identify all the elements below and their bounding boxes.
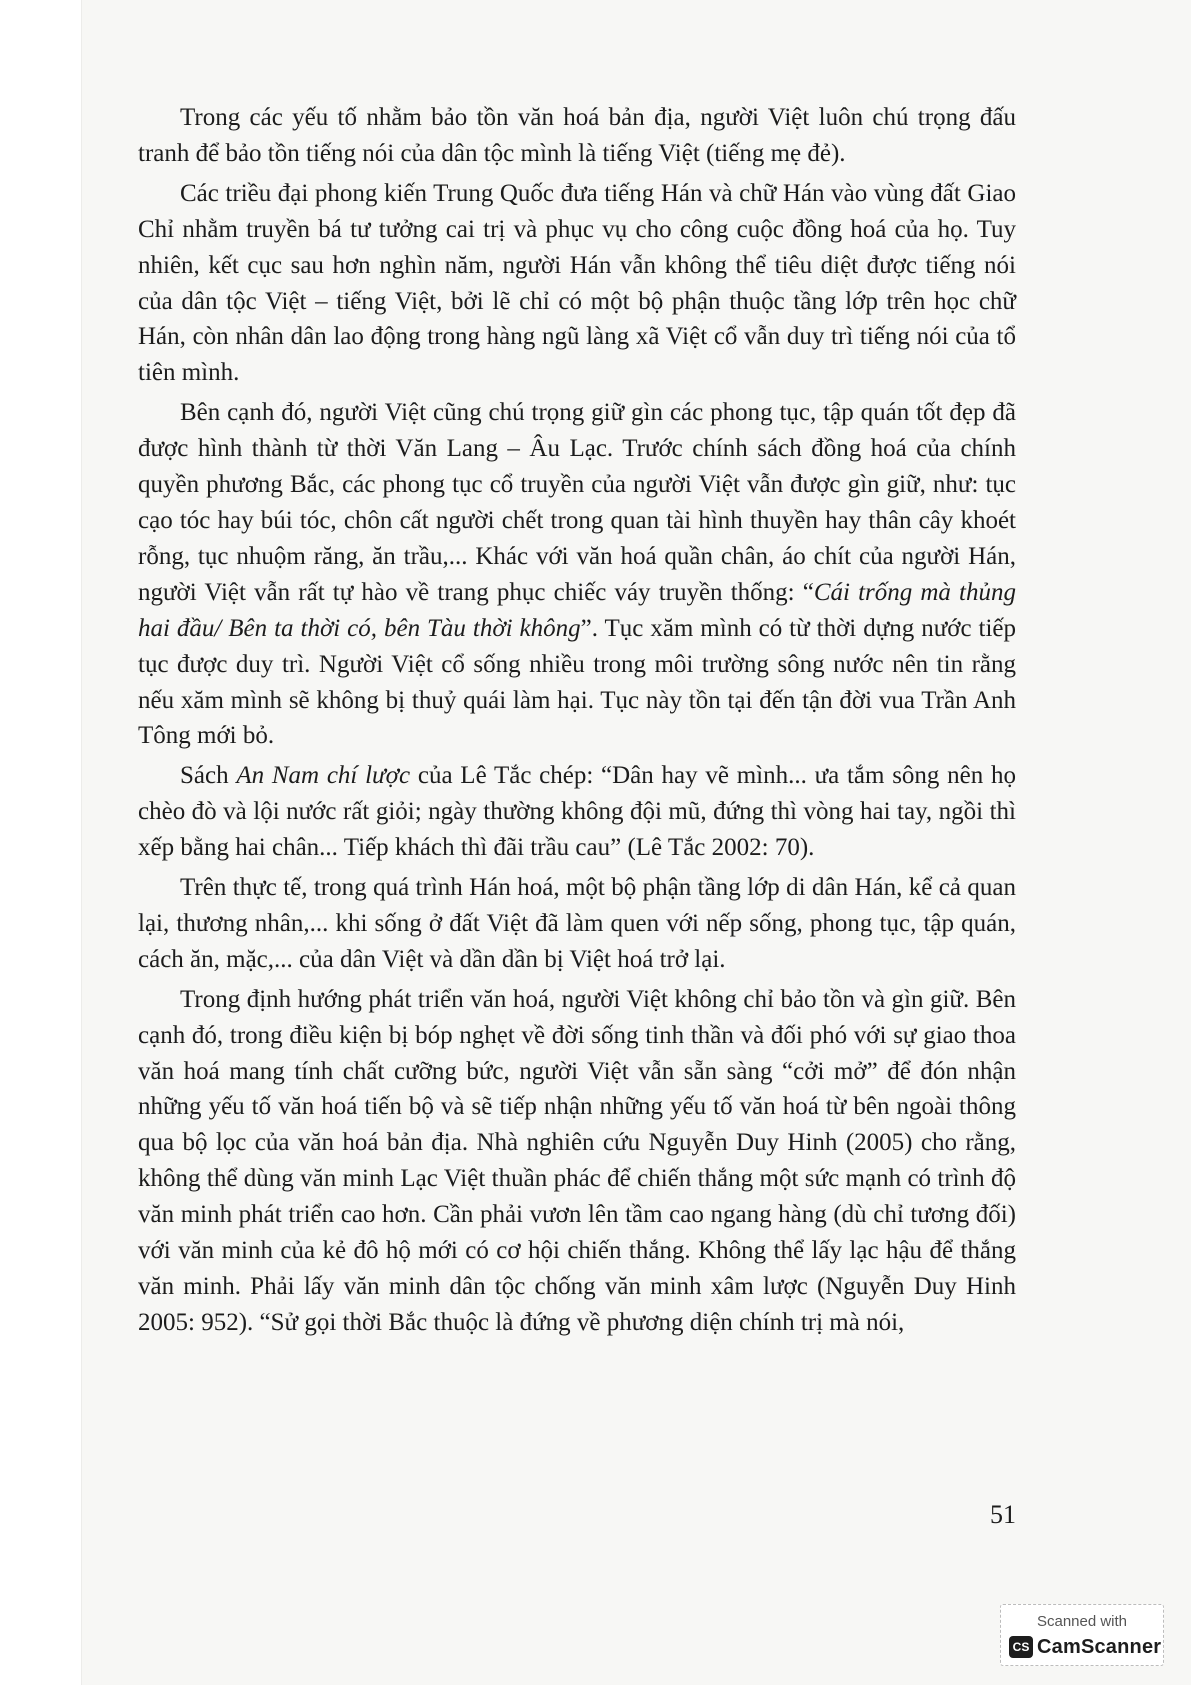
paragraph-6: Trong định hướng phát triển văn hoá, người Việt không chỉ bảo tồn và gìn giữ. Bên cạnh đó, trong điều kiện bị bóp nghẹt về đời sống tinh thần và đối phó với sự giao thoa văn hoá mang tính chất cưỡng bức, người Việt vẫn sẵn sàng “cởi mở” để đón nhận những yếu tố văn hoá tiến bộ và sẽ tiếp nhận những yếu tố văn hoá từ bên ngoài thông qua bộ lọc của văn hoá bản địa. Nhà nghiên cứu Nguyễn Duy Hinh (2005) cho rằng, không thể dùng văn minh Lạc Việt thuần phác để chiến thắng một sức mạnh có trình độ văn minh phát triển cao hơn. Cần phải vươn lên tầm cao ngang hàng (dù chỉ tương đối) với văn minh của kẻ đô hộ mới có cơ hội chiến thắng. Không thể lấy lạc hậu để thắng văn minh. Phải lấy văn minh dân tộc chống văn minh xâm lược (Nguyễn Duy Hinh 2005: 952). “Sử gọi thời Bắc thuộc là đứng về phương diện chính trị mà nói, — [138, 985, 1016, 1336]
paragraph-2: Các triều đại phong kiến Trung Quốc đưa tiếng Hán và chữ Hán vào vùng đất Giao Chỉ nhằm truyền bá tư tưởng cai trị và phục vụ cho công cuộc đồng hoá của họ. Tuy nhiên, kết cục sau hơn nghìn năm, người Hán vẫn không thể tiêu diệt được tiếng nói của dân tộc Việt – tiếng Việt, bởi lẽ chỉ có một bộ phận thuộc tầng lớp trên học chữ Hán, còn nhân dân lao động trong hàng ngũ làng xã Việt cổ vẫn duy trì tiếng nói của tổ tiên mình. — [138, 179, 1016, 387]
paragraph-3-part-1: Bên cạnh đó, người Việt cũng chú trọng giữ gìn các phong tục, tập quán tốt đẹp đã được hình thành từ thời Văn Lang – Âu Lạc. Trước chính sách đồng hoá của chính quyền phương Bắc, các phong tục cổ truyền của người Việt vẫn được gìn giữ, như: tục cạo tóc hay búi tóc, chôn cất người chết trong quan tài hình thuyền hay thân cây khoét rỗng, tục nhuộm răng, ăn trầu,... Khác với văn hoá quần chân, áo chít của người Hán, người Việt vẫn rất tự hào về trang phục chiếc váy truyền thống: “ — [138, 399, 1016, 606]
page-number: 51 — [990, 1500, 1016, 1529]
paragraph-4 — [138, 758, 1016, 866]
paragraph-4-part-2: của Lê Tắc chép: “Dân hay vẽ mình... ưa tắm sông nên họ chèo đò và lội nước rất giỏi; ngày thường không đội mũ, đứng thì vòng hai tay, ngồi thì xếp bằng hai chân... Tiếp khách thì đãi trầu cau” (Lê Tắc 2002: 70). — [138, 762, 1016, 862]
watermark-scanned-with: Scanned with — [1036, 1613, 1128, 1630]
folk-verse-quote: Cái trống mà thủng hai đầu/ Bên ta thời có, bên Tàu thời không — [138, 578, 1017, 642]
paragraph-4-part-1: Sách — [180, 762, 237, 790]
camscanner-logo-icon: CS — [1009, 1636, 1033, 1658]
camscanner-watermark — [1000, 1604, 1164, 1666]
paragraph-3-part-2: ”. Tục xăm mình có từ thời dựng nước tiếp tục được duy trì. Người Việt cổ sống nhiều trong môi trường sông nước nên tin rằng nếu xăm mình sẽ không bị thuỷ quái làm hại. Tục này tồn tại đến tận đời vua Trần Anh Tông mới bỏ. — [138, 614, 1016, 750]
page-margin — [0, 0, 82, 1685]
watermark-brand-row — [1009, 1635, 1161, 1659]
paragraph-3 — [138, 395, 1016, 754]
body-text — [138, 100, 1016, 1345]
watermark-brand-name: CamScanner — [1037, 1635, 1162, 1658]
paragraph-1: Trong các yếu tố nhằm bảo tồn văn hoá bản địa, người Việt luôn chú trọng đấu tranh để bảo tồn tiếng nói của dân tộc mình là tiếng Việt (tiếng mẹ đẻ). — [138, 104, 1016, 167]
book-title-an-nam-chi-luoc: An Nam chí lược — [236, 762, 411, 790]
paragraph-5: Trên thực tế, trong quá trình Hán hoá, một bộ phận tầng lớp di dân Hán, kể cả quan lại, thương nhân,... khi sống ở đất Việt đã làm quen với nếp sống, phong tục, tập quán, cách ăn, mặc,... của dân Việt và dần dần bị Việt hoá trở lại. — [138, 874, 1016, 973]
